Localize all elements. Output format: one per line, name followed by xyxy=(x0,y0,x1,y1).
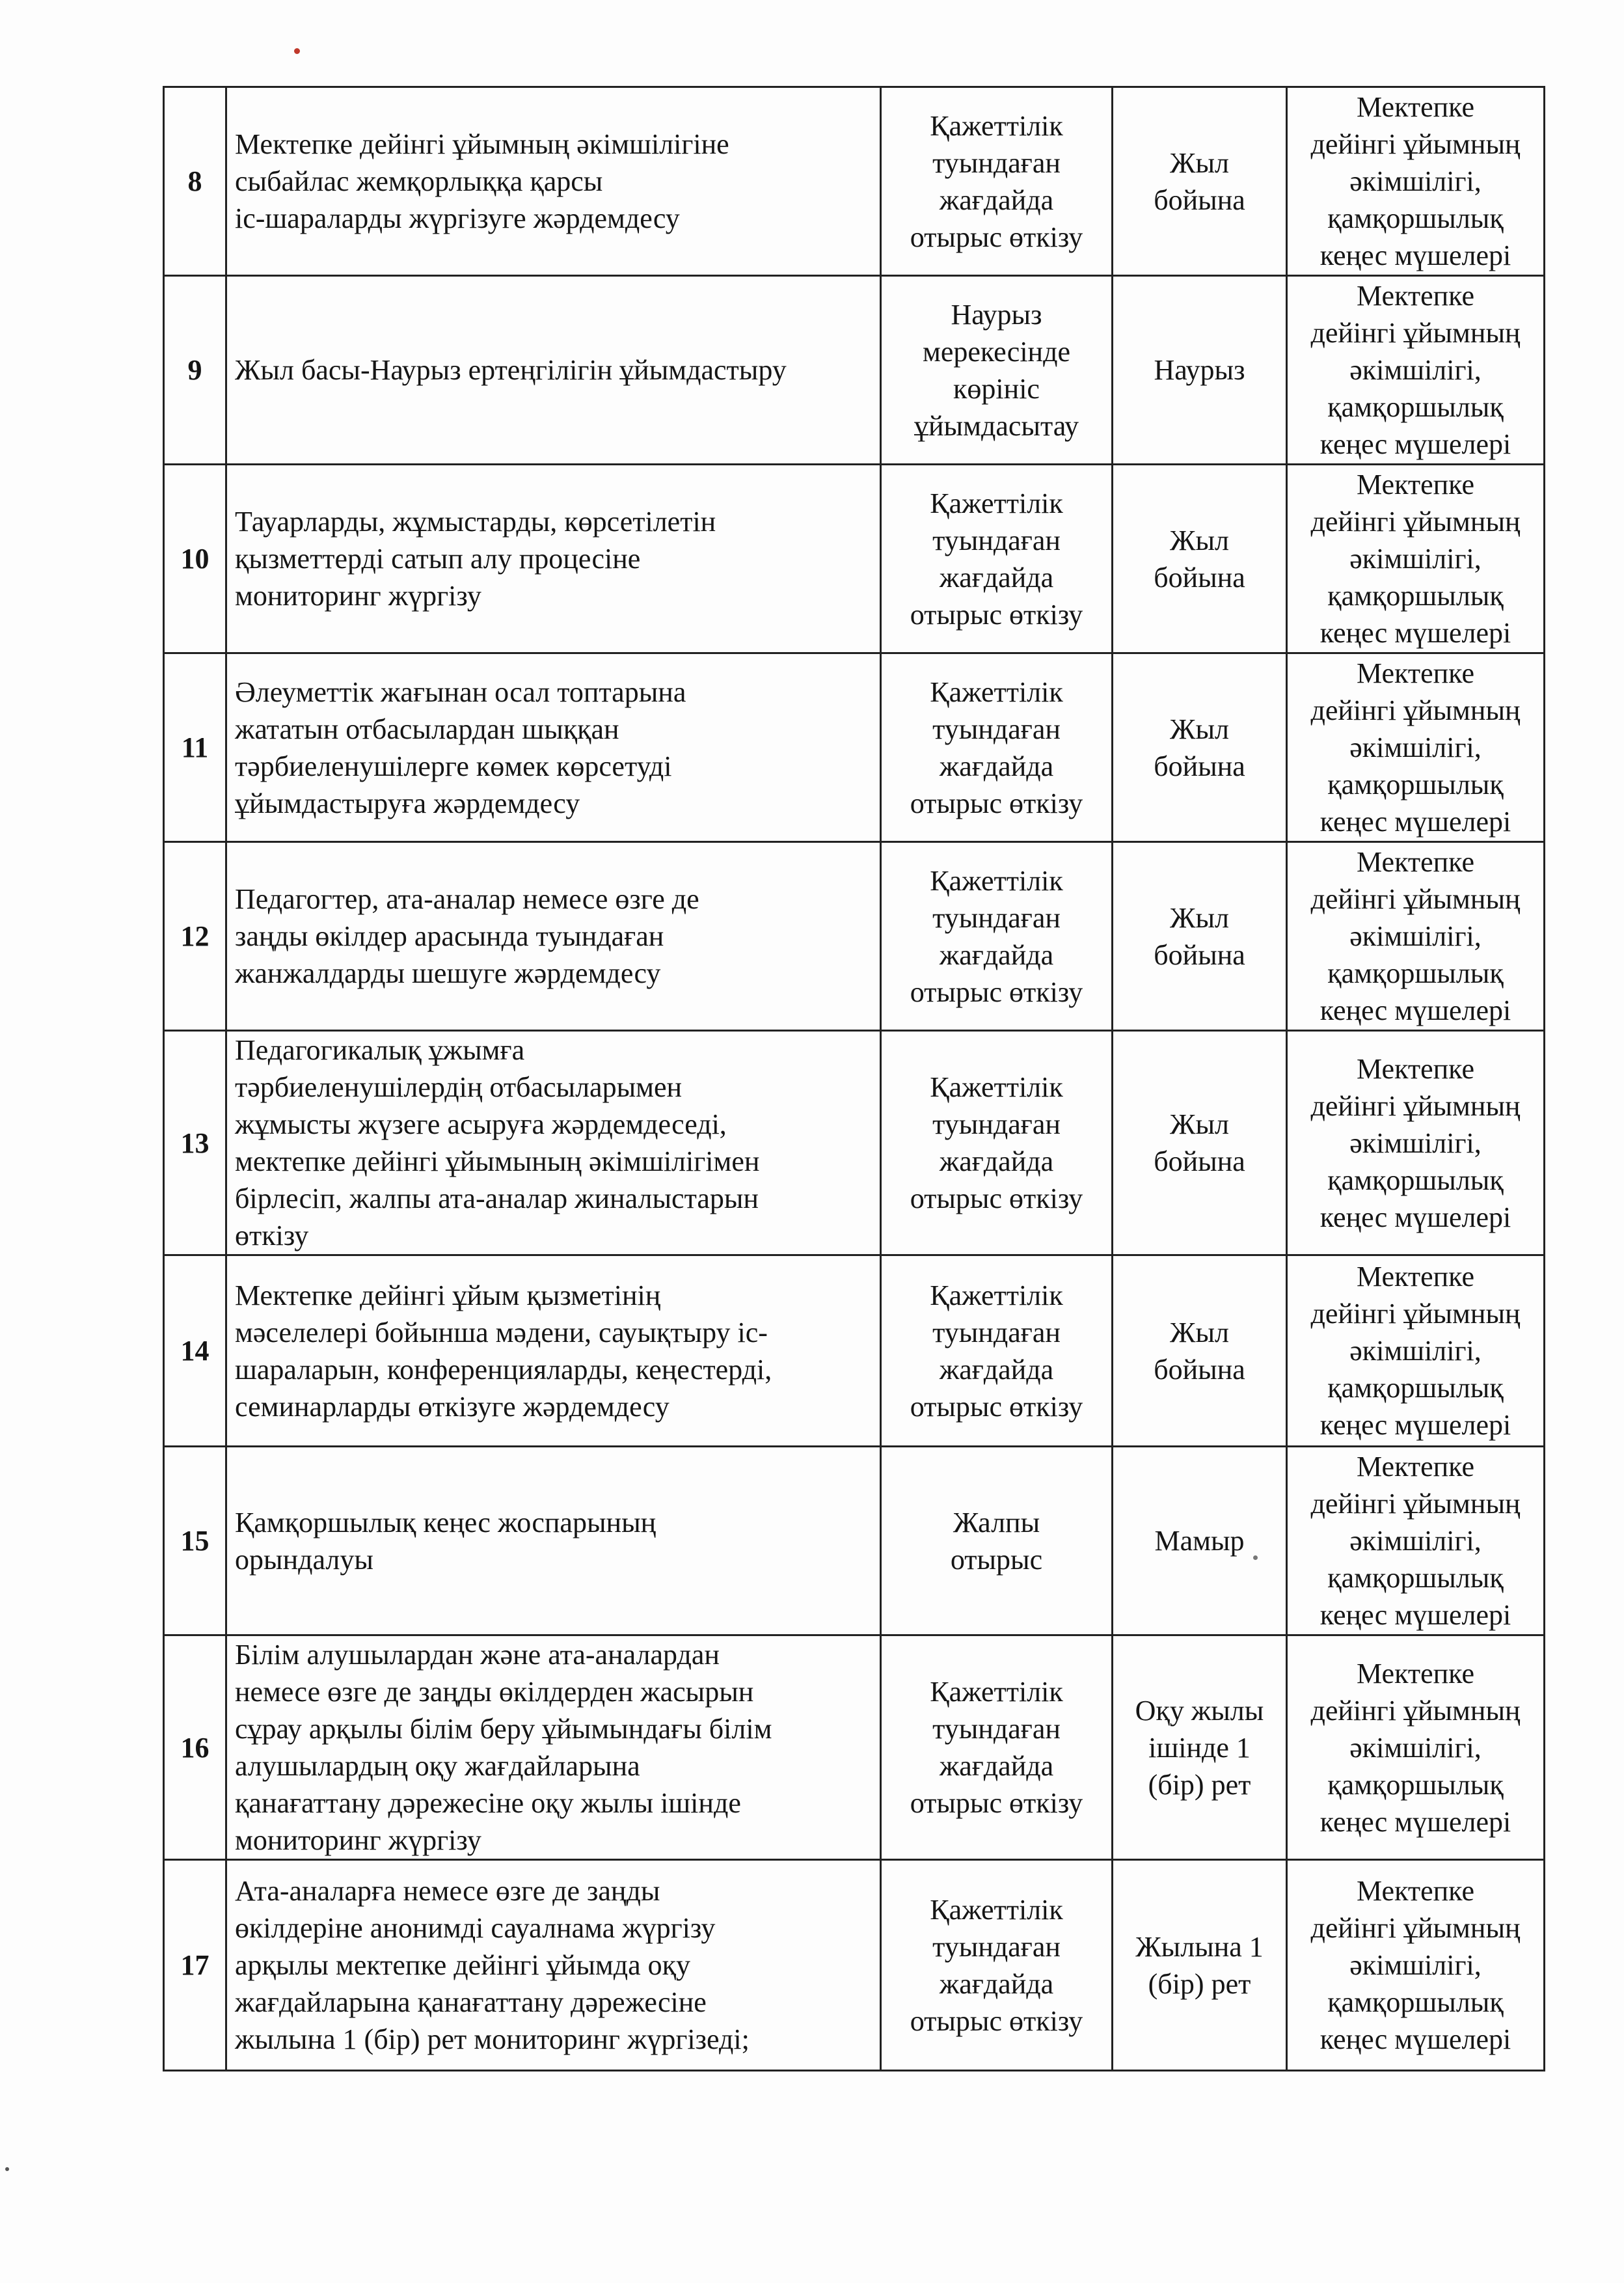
form-text: Қажеттілік туындаған жағдайда отырыс өткізу xyxy=(910,1071,1083,1214)
time-text: Жыл бойына xyxy=(1154,901,1245,971)
form-text: Қажеттілік туындаған жағдайда отырыс өткізу xyxy=(910,487,1083,631)
form-text: Наурыз мерекесінде көрініс ұйымдасытау xyxy=(914,298,1079,442)
form-cell xyxy=(881,1635,1113,1860)
responsible-cell xyxy=(1287,276,1545,465)
form-text: Қажеттілік туындаған жағдайда отырыс өткізу xyxy=(910,1676,1083,1819)
time-text: Наурыз xyxy=(1154,354,1245,386)
event-text: Жыл басы-Наурыз ертеңгілігін ұйымдастыру xyxy=(235,354,787,386)
responsible-cell xyxy=(1287,653,1545,842)
form-text: Қажеттілік туындаған жағдайда отырыс өткізу xyxy=(910,1279,1083,1423)
table-row xyxy=(164,1031,1545,1255)
scan-mark-speck xyxy=(5,2167,9,2171)
form-text: Қажеттілік туындаған жағдайда отырыс өткізу xyxy=(910,676,1083,819)
event-text: Қамқоршылық кеңес жоспарының орындалуы xyxy=(235,1506,656,1576)
event-cell xyxy=(226,1255,881,1447)
row-number: 17 xyxy=(164,1860,226,2071)
time-text: Жыл бойына xyxy=(1154,524,1245,594)
row-number: 15 xyxy=(164,1447,226,1635)
time-cell xyxy=(1113,87,1287,276)
plan-table-body xyxy=(164,87,1545,2071)
time-cell xyxy=(1113,465,1287,653)
event-text: Ата-аналарға немесе өзге де заңды өкілдеріне анонимді сауалнама жүргізу арқылы мектепке дейінгі ұйымда оқу жағдайларына қанағаттану дәрежесіне жылына 1 (бір) рет мониторинг жүргізеді; xyxy=(235,1875,750,2055)
form-cell xyxy=(881,87,1113,276)
table-row xyxy=(164,842,1545,1031)
table-row xyxy=(164,1255,1545,1447)
time-cell xyxy=(1113,1860,1287,2071)
form-cell xyxy=(881,842,1113,1031)
responsible-text: Мектепке дейінгі ұйымның әкімшілігі, қамқоршылық кеңес мүшелері xyxy=(1310,846,1521,1026)
form-text: Жалпы отырыс xyxy=(950,1506,1043,1576)
event-cell xyxy=(226,1635,881,1860)
row-number: 12 xyxy=(164,842,226,1031)
event-cell xyxy=(226,842,881,1031)
responsible-text: Мектепке дейінгі ұйымның әкімшілігі, қамқоршылық кеңес мүшелері xyxy=(1310,1261,1521,1441)
time-cell xyxy=(1113,276,1287,465)
form-cell xyxy=(881,1255,1113,1447)
form-text: Қажеттілік туындаған жағдайда отырыс өткізу xyxy=(910,1893,1083,2037)
form-cell xyxy=(881,276,1113,465)
time-cell xyxy=(1113,653,1287,842)
responsible-cell xyxy=(1287,1635,1545,1860)
time-text: Мамыр xyxy=(1154,1525,1245,1557)
event-cell xyxy=(226,1447,881,1635)
time-text: Жылына 1 (бір) рет xyxy=(1135,1930,1264,2000)
table-row xyxy=(164,87,1545,276)
responsible-text: Мектепке дейінгі ұйымның әкімшілігі, қамқоршылық кеңес мүшелері xyxy=(1310,469,1521,649)
row-number: 13 xyxy=(164,1031,226,1255)
event-cell xyxy=(226,1860,881,2071)
row-number: 11 xyxy=(164,653,226,842)
scan-mark-red xyxy=(294,48,300,54)
responsible-cell xyxy=(1287,1255,1545,1447)
event-text: Мектепке дейінгі ұйым қызметінің мәселелері бойынша мәдени, сауықтыру іс- шараларын, конференцияларды, кеңестерді, семинарларды өткізуге жәрдемдесу xyxy=(235,1279,772,1423)
form-cell xyxy=(881,653,1113,842)
event-text: Педагогикалық ұжымға тәрбиеленушілердің отбасыларымен жұмысты жүзеге асыруға жәрдемдеседі, мектепке дейінгі ұйымының әкімшілігімен бірлесіп, жалпы ата-аналар жиналыстарын өткізу xyxy=(235,1034,760,1251)
event-text: Әлеуметтік жағынан осал топтарына жататын отбасылардан шыққан тәрбиеленушілерге көмек көрсетуді ұйымдастыруға жәрдемдесу xyxy=(235,676,686,819)
row-number: 16 xyxy=(164,1635,226,1860)
table-row xyxy=(164,1860,1545,2071)
form-cell xyxy=(881,1447,1113,1635)
table-row xyxy=(164,1447,1545,1635)
time-cell xyxy=(1113,842,1287,1031)
row-number: 9 xyxy=(164,276,226,465)
responsible-cell xyxy=(1287,87,1545,276)
form-cell xyxy=(881,1860,1113,2071)
event-cell xyxy=(226,87,881,276)
responsible-cell xyxy=(1287,1447,1545,1635)
form-cell xyxy=(881,465,1113,653)
event-text: Мектепке дейінгі ұйымның әкімшілігіне сыбайлас жемқорлыққа қарсы іс-шараларды жүргізуге жәрдемдесу xyxy=(235,128,729,234)
table-row xyxy=(164,276,1545,465)
time-text: Жыл бойына xyxy=(1154,1316,1245,1386)
event-cell xyxy=(226,465,881,653)
responsible-cell xyxy=(1287,842,1545,1031)
row-number: 14 xyxy=(164,1255,226,1447)
form-text: Қажеттілік туындаған жағдайда отырыс өткізу xyxy=(910,109,1083,253)
time-text: Жыл бойына xyxy=(1154,713,1245,782)
time-text: Жыл бойына xyxy=(1154,1108,1245,1177)
responsible-text: Мектепке дейінгі ұйымның әкімшілігі, қамқоршылық кеңес мүшелері xyxy=(1310,91,1521,271)
table-row xyxy=(164,1635,1545,1860)
event-cell xyxy=(226,653,881,842)
row-number: 8 xyxy=(164,87,226,276)
responsible-text: Мектепке дейінгі ұйымның әкімшілігі, қамқоршылық кеңес мүшелері xyxy=(1310,280,1521,460)
responsible-text: Мектепке дейінгі ұйымның әкімшілігі, қамқоршылық кеңес мүшелері xyxy=(1310,1451,1521,1631)
time-cell xyxy=(1113,1255,1287,1447)
event-cell xyxy=(226,1031,881,1255)
table-row xyxy=(164,653,1545,842)
responsible-text: Мектепке дейінгі ұйымның әкімшілігі, қамқоршылық кеңес мүшелері xyxy=(1310,1657,1521,1838)
form-text: Қажеттілік туындаған жағдайда отырыс өткізу xyxy=(910,864,1083,1008)
event-text: Педагогтер, ата-аналар немесе өзге де заңды өкілдер арасында туындаған жанжалдарды шешуге жәрдемдесу xyxy=(235,883,699,989)
responsible-cell xyxy=(1287,1860,1545,2071)
plan-table xyxy=(163,86,1545,2071)
time-cell xyxy=(1113,1447,1287,1635)
row-number: 10 xyxy=(164,465,226,653)
responsible-cell xyxy=(1287,1031,1545,1255)
responsible-text: Мектепке дейінгі ұйымның әкімшілігі, қамқоршылық кеңес мүшелері xyxy=(1310,1052,1521,1233)
responsible-text: Мектепке дейінгі ұйымның әкімшілігі, қамқоршылық кеңес мүшелері xyxy=(1310,1875,1521,2055)
time-text: Оқу жылы ішінде 1 (бір) рет xyxy=(1135,1694,1264,1801)
form-cell xyxy=(881,1031,1113,1255)
time-cell xyxy=(1113,1635,1287,1860)
responsible-cell xyxy=(1287,465,1545,653)
time-cell xyxy=(1113,1031,1287,1255)
responsible-text: Мектепке дейінгі ұйымның әкімшілігі, қамқоршылық кеңес мүшелері xyxy=(1310,657,1521,838)
event-text: Тауарларды, жұмыстарды, көрсетілетін қызметтерді сатып алу процесіне мониторинг жүргізу xyxy=(235,506,716,612)
event-cell xyxy=(226,276,881,465)
event-text: Білім алушылардан және ата-аналардан немесе өзге де заңды өкілдерден жасырын сұрау арқылы білім беру ұйымындағы білім алушылардың оқу жағдайларына қанағаттану дәрежесіне оқу жылы ішінде мониторинг жүргізу xyxy=(235,1639,772,1856)
table-row xyxy=(164,465,1545,653)
time-text: Жыл бойына xyxy=(1154,146,1245,216)
